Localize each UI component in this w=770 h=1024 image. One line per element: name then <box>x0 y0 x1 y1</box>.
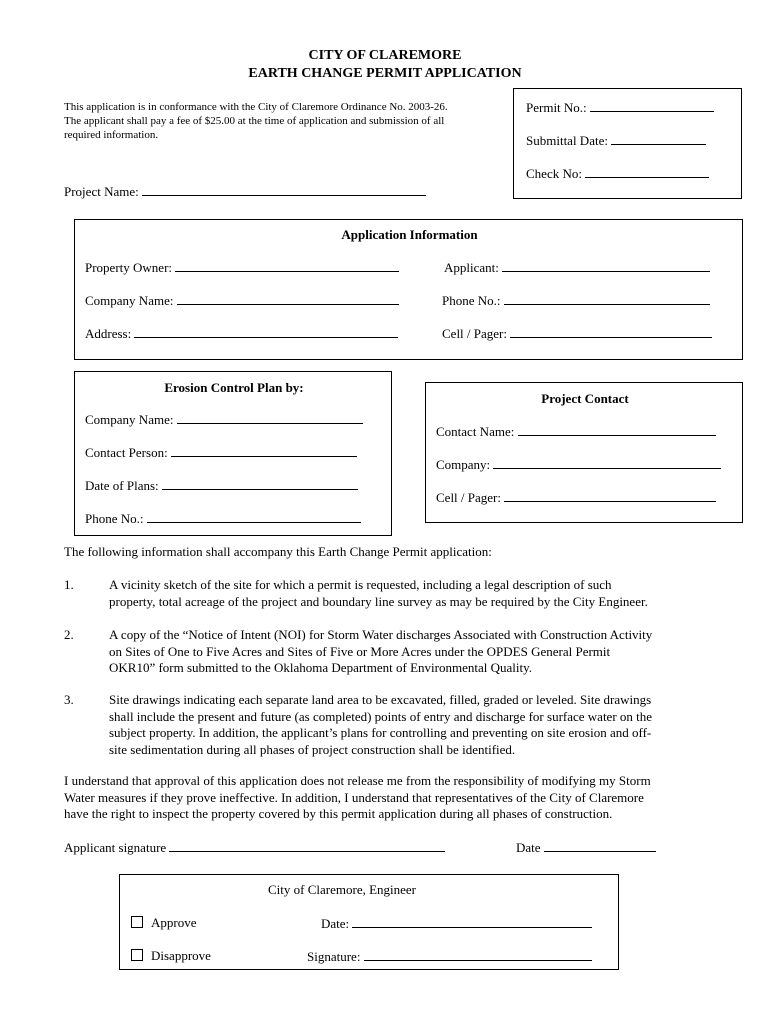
erosion-plan-title: Erosion Control Plan by: <box>164 380 304 395</box>
disapprove-option[interactable] <box>131 948 211 964</box>
approve-option[interactable] <box>131 915 197 931</box>
property-owner-label: Property Owner: <box>85 260 173 275</box>
applicant-signature-field[interactable] <box>64 839 445 856</box>
contact-person-label: Contact Person: <box>85 445 168 460</box>
applicant-line[interactable] <box>502 259 710 272</box>
item-number: 1. <box>64 577 74 592</box>
engineer-date-field[interactable] <box>321 915 592 932</box>
requirements-intro: The following information shall accompany this Earth Change Permit application: <box>64 544 492 559</box>
contact-name-label: Contact Name: <box>436 424 515 439</box>
engineer-box-title: City of Claremore, Engineer <box>268 882 417 897</box>
check-no-line[interactable] <box>585 165 709 178</box>
check-no-label: Check No: <box>526 166 582 181</box>
applicant-label: Applicant: <box>444 260 499 275</box>
approve-checkbox[interactable] <box>131 916 143 928</box>
item-line: Site drawings indicating each separate land area to be excavated, filled, graded or leveled. Site drawings <box>109 692 652 707</box>
project-name-label: Project Name: <box>64 184 139 199</box>
item-line: shall include the present and future (as completed) points of entry and discharge for surface water on the <box>109 708 653 724</box>
item-number: 2. <box>64 627 74 642</box>
statement-line: I understand that approval of this application does not release me from the responsibility of modifying my Storm <box>64 773 651 788</box>
project-contact-box <box>425 382 743 523</box>
company-name-label: Company Name: <box>85 293 174 308</box>
phone-no-line[interactable] <box>504 292 710 305</box>
check-no-field[interactable] <box>526 165 709 182</box>
company-name-line[interactable] <box>177 292 399 305</box>
permit-no-line[interactable] <box>590 99 714 112</box>
phone-no-field[interactable] <box>442 292 710 309</box>
contact-name-field[interactable] <box>436 423 716 440</box>
office-use-box <box>513 88 742 199</box>
contact-cell-line[interactable] <box>504 489 716 502</box>
contact-cell-label: Cell / Pager: <box>436 490 501 505</box>
submittal-date-label: Submittal Date: <box>526 133 608 148</box>
project-name-field[interactable] <box>64 183 426 200</box>
item-line: site sedimentation during all phases of project construction shall be identified. <box>109 741 516 757</box>
permit-no-field[interactable] <box>526 99 714 116</box>
cell-pager-label: Cell / Pager: <box>442 326 507 341</box>
engineer-signature-label: Signature: <box>307 949 361 964</box>
erosion-phone-label: Phone No.: <box>85 511 144 526</box>
applicant-date-label: Date <box>516 840 541 855</box>
address-label: Address: <box>85 326 132 341</box>
item-line: A copy of the “Notice of Intent (NOI) for Storm Water discharges Associated with Construction Activity <box>109 627 653 642</box>
property-owner-line[interactable] <box>175 259 399 272</box>
engineer-signature-line[interactable] <box>364 948 592 961</box>
intro-line: required information. <box>64 129 159 141</box>
disapprove-checkbox[interactable] <box>131 949 143 961</box>
contact-cell-field[interactable] <box>436 489 716 506</box>
company-name-field[interactable] <box>85 292 399 309</box>
disapprove-label: Disapprove <box>151 948 211 963</box>
date-of-plans-label: Date of Plans: <box>85 478 159 493</box>
cell-pager-field[interactable] <box>442 325 712 342</box>
contact-person-field[interactable] <box>85 444 357 461</box>
erosion-company-label: Company Name: <box>85 412 174 427</box>
applicant-signature-line[interactable] <box>169 839 445 852</box>
erosion-plan-box <box>74 371 392 536</box>
engineer-signature-field[interactable] <box>307 948 592 965</box>
item-number: 3. <box>64 692 74 707</box>
item-line: property, total acreage of the project and boundary line survey as may be required by the City Engineer. <box>109 593 648 609</box>
address-field[interactable] <box>85 325 398 342</box>
contact-company-line[interactable] <box>493 456 721 469</box>
contact-company-field[interactable] <box>436 456 721 473</box>
item-text <box>109 692 652 758</box>
contact-name-line[interactable] <box>518 423 716 436</box>
statement-line: Water measures if they prove ineffective. In addition, I understand that representatives of the City of Claremore <box>64 789 644 805</box>
engineer-date-line[interactable] <box>352 915 592 928</box>
contact-person-line[interactable] <box>171 444 357 457</box>
property-owner-field[interactable] <box>85 259 399 276</box>
contact-company-label: Company: <box>436 457 491 472</box>
erosion-phone-line[interactable] <box>147 510 361 523</box>
erosion-phone-field[interactable] <box>85 510 361 527</box>
intro-line: This application is in conformance with the City of Claremore Ordinance No. 2003-26. <box>64 101 448 113</box>
project-name-line[interactable] <box>142 183 426 196</box>
statement-line: have the right to inspect the property covered by this permit application during all phases of construction. <box>64 806 613 821</box>
applicant-signature-label: Applicant signature <box>64 840 167 855</box>
cell-pager-line[interactable] <box>510 325 712 338</box>
applicant-date-line[interactable] <box>544 839 656 852</box>
date-of-plans-line[interactable] <box>162 477 358 490</box>
application-info-title: Application Information <box>341 227 478 242</box>
intro-text <box>64 100 448 142</box>
applicant-field[interactable] <box>444 259 710 276</box>
phone-no-label: Phone No.: <box>442 293 501 308</box>
permit-no-label: Permit No.: <box>526 100 587 115</box>
item-line: on Sites of One to Five Acres and Sites of Five or More Acres under the OPDES General Permit <box>109 643 611 659</box>
understanding-statement <box>64 773 651 823</box>
submittal-date-line[interactable] <box>611 132 706 145</box>
applicant-date-field[interactable] <box>516 839 656 856</box>
form-title-permit: EARTH CHANGE PERMIT APPLICATION <box>248 66 522 81</box>
item-line: OKR10” form submitted to the Oklahoma Department of Environmental Quality. <box>109 660 533 675</box>
form-title-city: CITY OF CLAREMORE <box>308 48 462 63</box>
erosion-company-line[interactable] <box>177 411 363 424</box>
item-line: subject property. In addition, the applicant’s plans for controlling and preventing on site erosion and off- <box>109 725 652 740</box>
item-line: A vicinity sketch of the site for which a permit is requested, including a legal description of such <box>109 577 612 592</box>
engineer-date-label: Date: <box>321 916 350 931</box>
application-info-box <box>74 219 743 360</box>
address-line[interactable] <box>134 325 398 338</box>
submittal-date-field[interactable] <box>526 132 706 149</box>
erosion-company-field[interactable] <box>85 411 363 428</box>
intro-line: The applicant shall pay a fee of $25.00 at the time of application and submission of all <box>64 115 445 127</box>
date-of-plans-field[interactable] <box>85 477 358 494</box>
item-text <box>109 577 648 610</box>
engineer-approval-box <box>119 874 619 970</box>
item-text <box>109 627 652 677</box>
project-contact-title: Project Contact <box>541 391 629 406</box>
approve-label: Approve <box>151 915 197 930</box>
